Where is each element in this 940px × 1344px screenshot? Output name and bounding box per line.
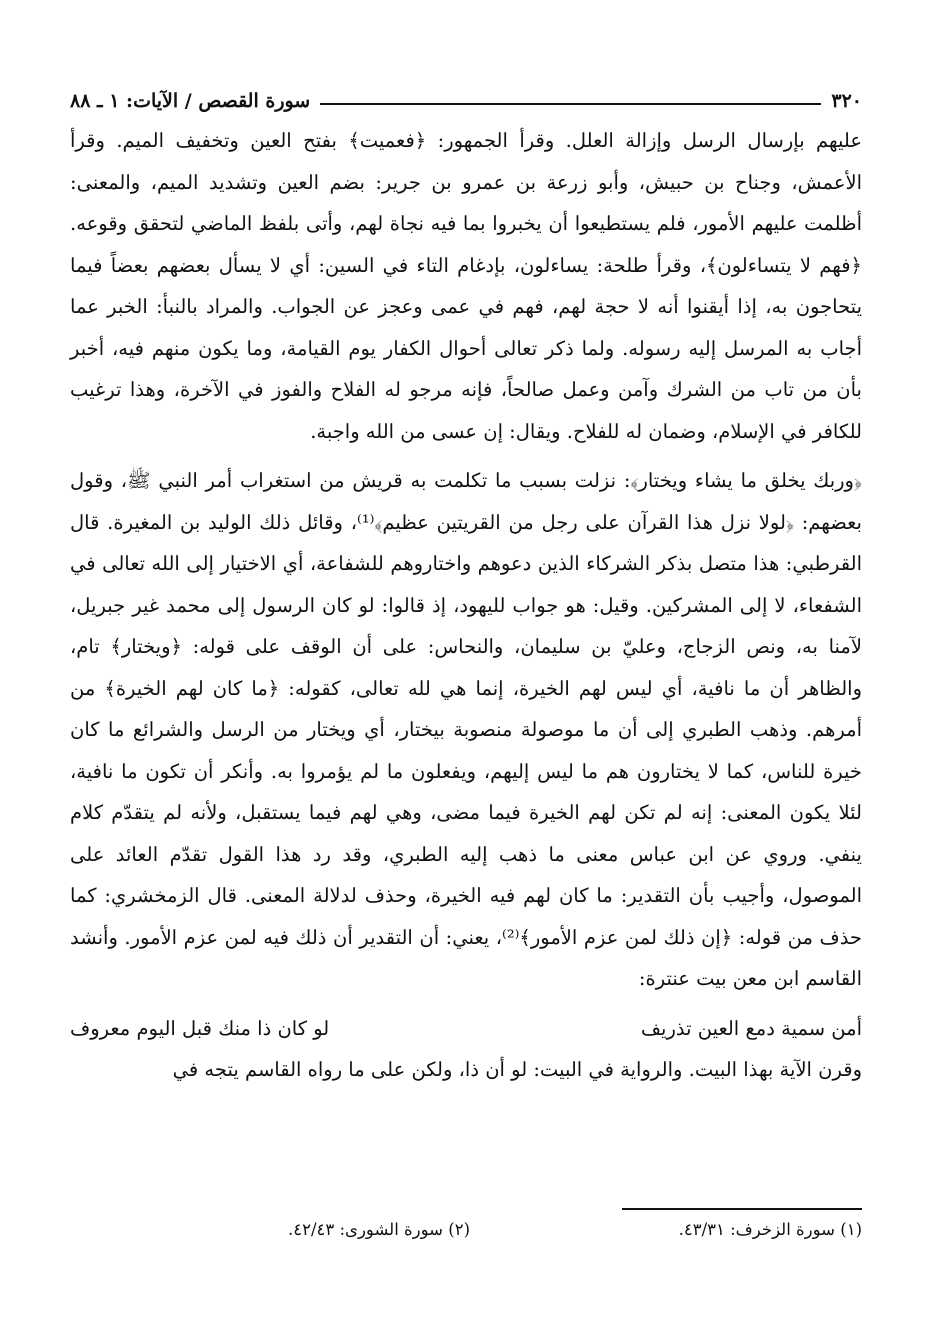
footnote-separator	[622, 1208, 862, 1210]
paragraph-1: عليهم بإرسال الرسل وإزالة العلل. وقرأ الجمهور: ﴿فعميت﴾ بفتح العين وتخفيف الميم. وقرأ الأعمش، وجناح بن حبيش، وأبو زرعة بن عمرو بن جرير: بضم العين وتشديد الميم، والمعنى: أظلمت عليهم الأمور، فلم يستطيعوا أن يخبروا بما فيه نجاة لهم، وأتى بلفظ الماضي لتحقق وقوعه. ﴿فهم لا يتساءلون﴾، وقرأ طلحة: يساءلون، بإدغام التاء في السين: أي لا يسأل بعضهم بعضاً فيما يتحاجون به، إذا أيقنوا أنه لا حجة لهم، فهم في عمى وعجز عن الجواب. والمراد بالنبأ: الخبر عما أجاب به المرسل إليه رسوله. ولما ذكر تعالى أحوال الكفار يوم القيامة، وما يكون منهم فيه، أخبر بأن من تاب من الشرك وآمن وعمل صالحاً، فإنه مرجو له الفلاح والفوز في الآخرة، وهذا ترغيب للكافر في الإسلام، وضمان له للفلاح. ويقال: إن عسى من الله واجبة.	[70, 129, 862, 443]
footnote-1: (١) سورة الزخرف: ٤٣/٣١.	[678, 1220, 862, 1239]
page	[70, 78, 862, 1344]
running-title: سورة القصص / الآيات: ١ ـ ٨٨	[70, 90, 311, 112]
closing-text	[70, 1049, 862, 1091]
header-rule	[320, 103, 821, 105]
poetry-verse	[70, 1008, 862, 1050]
main-text	[70, 120, 862, 1000]
closing-paragraph: وقرن الآية بهذا البيت. والرواية في البيت: لو أن ذا، ولكن على ما رواه القاسم يتجه في	[172, 1058, 862, 1081]
paragraph-2: ﴿وربك يخلق ما يشاء ويختار﴾: نزلت بسبب ما تكلمت به قريش من استغراب أمر النبي ﷺ، وقول بعضهم: ﴿لولا نزل هذا القرآن على رجل من القريتين عظيم﴾⁽¹⁾، وقائل ذلك الوليد بن المغيرة. قال القرطبي: هذا متصل بذكر الشركاء الذين دعوهم واختاروهم للشفاعة، أي الاختيار إلى الله تعالى في الشفعاء، لا إلى المشركين. وقيل: هو جواب لليهود، إذ قالوا: لو كان الرسول إلى محمد غير جبريل، لآمنا به، ونص الزجاج، وعليّ بن سليمان، والنحاس: على أن الوقف على قوله: ﴿ويختار﴾ تام، والظاهر أن ما نافية، أي ليس لهم الخيرة، إنما هي لله تعالى، كقوله: ﴿ما كان لهم الخيرة﴾ من أمرهم. وذهب الطبري إلى أن ما موصولة منصوبة بيختار، أي ويختار من الرسل والشرائع ما كان خيرة للناس، كما لا يختارون هم ما ليس إليهم، ويفعلون ما لم يؤمروا به. وأنكر أن تكون ما نافية، لئلا يكون المعنى: إنه لم تكن لهم الخيرة فيما مضى، وهي لهم فيما يستقبل، ولأنه لم يتقدّم كلام ينفي. وروي عن ابن عباس معنى ما ذهب إليه الطبري، وقد رد هذا القول تقدّم العائد على الموصول، وأجيب بأن التقدير: ما كان لهم فيه الخيرة، وحذف لدلالة المعنى. قال الزمخشري: كما حذف من قوله: ﴿إن ذلك لمن عزم الأمور﴾⁽²⁾، يعني: أن التقدير أن ذلك فيه لمن عزم الأمور. وأنشد القاسم ابن معن بيت عنترة:	[70, 469, 862, 990]
page-number: ٣٢٠	[831, 90, 862, 112]
verse-second-hemistich: لو كان ذا منك قبل اليوم معروف	[70, 1016, 330, 1040]
verse-first-hemistich: أمن سمية دمع العين تذريف	[640, 1016, 862, 1040]
footnotes	[70, 1220, 862, 1239]
page-header	[70, 78, 862, 112]
footnote-2: (٢) سورة الشورى: ٤٢/٤٣.	[287, 1220, 470, 1239]
